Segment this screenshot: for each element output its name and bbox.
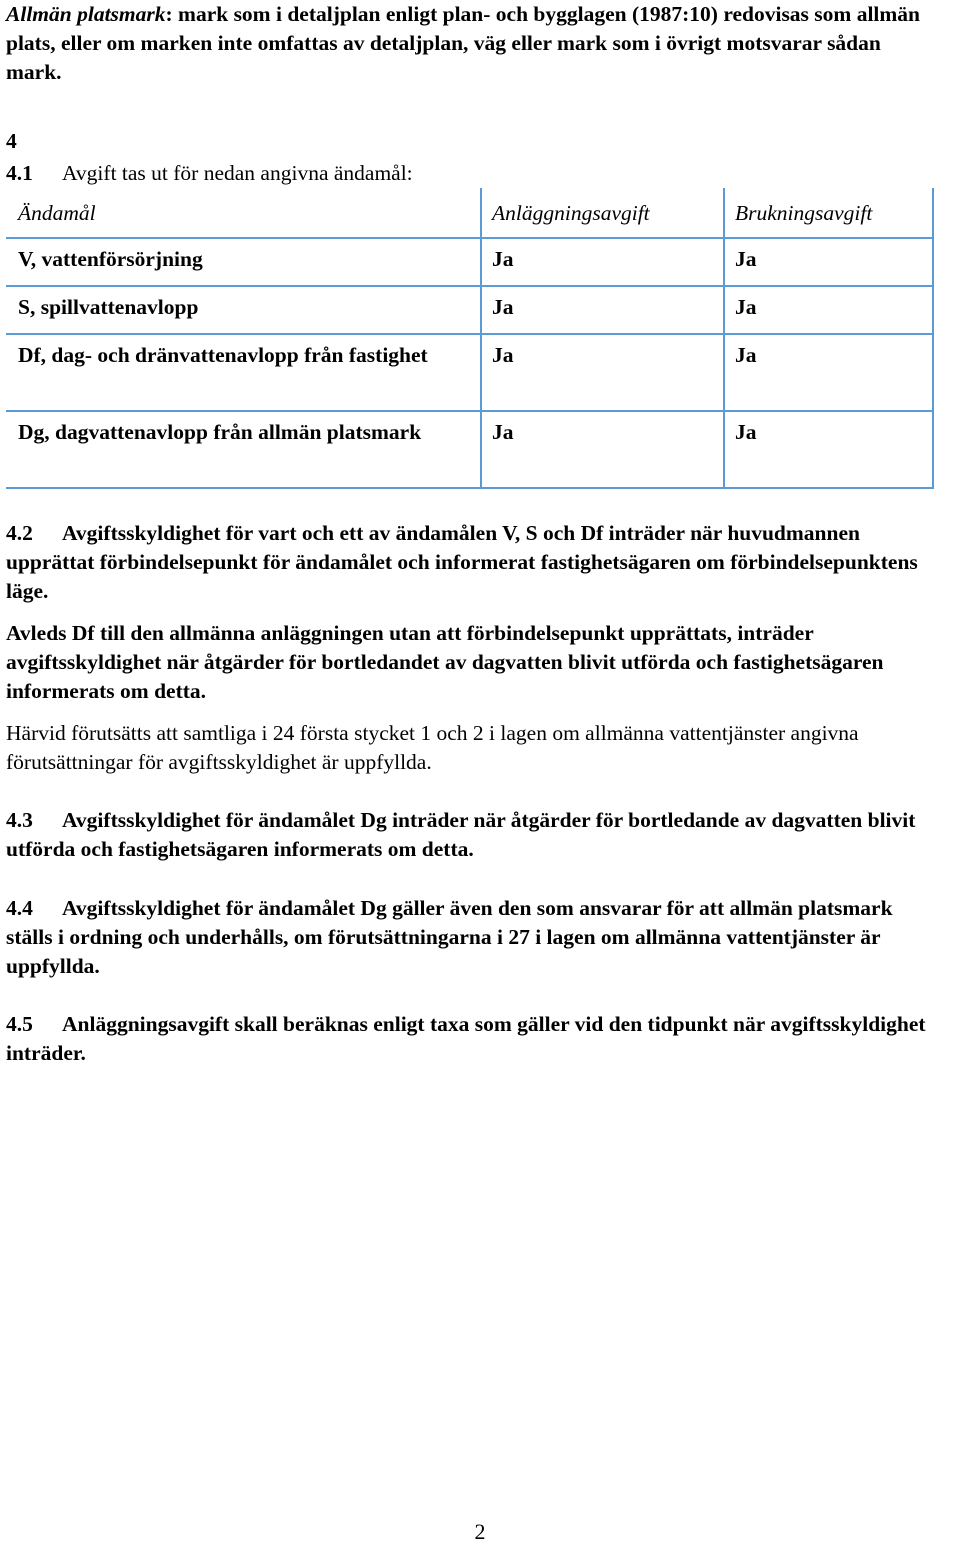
section-4-5-text: Anläggningsavgift skall beräknas enligt taxa som gäller vid den tidpunkt när avgiftsskyldighet inträder. xyxy=(6,1012,926,1065)
section-4-3-number: 4.3 xyxy=(6,808,33,832)
row-usage-fee: Ja xyxy=(724,238,933,286)
page-number: 2 xyxy=(474,1519,486,1544)
row-purpose: S, spillvattenavlopp xyxy=(7,286,481,334)
row-purpose: Df, dag- och dränvattenavlopp från fastighet xyxy=(7,334,481,411)
definition-term: Allmän platsmark xyxy=(6,2,166,26)
definition-text: : mark som i detaljplan enligt plan- och bygglagen (1987:10) redovisas som allmän plats, eller om marken inte omfattas av detaljplan, väg eller mark som i övrigt motsvarar sådan mark. xyxy=(6,2,921,84)
section-4-2 xyxy=(6,519,940,606)
row-usage-fee: Ja xyxy=(724,334,933,411)
section-heading xyxy=(6,127,940,156)
definition-paragraph xyxy=(6,0,940,87)
section-4-2-text: Avgiftsskyldighet för vart och ett av ändamålen V, S och Df inträder när huvudmannen upprättat förbindelsepunkt för ändamålet och informerat fastighetsägaren om förbindelsepunktens läge. xyxy=(6,521,918,603)
paragraph-avleds: Avleds Df till den allmänna anläggningen utan att förbindelsepunkt upprättats, inträder avgiftsskyldighet när åtgärder för bortledandet av dagvatten blivit utförda och fastighetsägaren informerats om detta. xyxy=(6,621,884,703)
section-4-5-number: 4.5 xyxy=(6,1012,33,1036)
row-connection-fee: Ja xyxy=(481,411,724,488)
header-purpose: Ändamål xyxy=(7,189,481,238)
paragraph-harvid: Härvid förutsätts att samtliga i 24 första stycket 1 och 2 i lagen om allmänna vattentjänster angivna förutsättningar för avgiftsskyldighet är uppfyllda. xyxy=(6,721,859,774)
table-row xyxy=(7,411,933,488)
table-row xyxy=(7,238,933,286)
row-usage-fee: Ja xyxy=(724,286,933,334)
row-purpose: V, vattenförsörjning xyxy=(7,238,481,286)
table-header-row xyxy=(7,189,933,238)
row-connection-fee: Ja xyxy=(481,238,724,286)
header-connection-fee: Anläggningsavgift xyxy=(481,189,724,238)
section-number: 4 xyxy=(6,129,17,153)
section-4-1-text: Avgift tas ut för nedan angivna ändamål: xyxy=(62,161,413,185)
section-4-3 xyxy=(6,806,940,864)
header-usage-fee: Brukningsavgift xyxy=(724,189,933,238)
section-4-1-number: 4.1 xyxy=(6,161,33,185)
row-purpose: Dg, dagvattenavlopp från allmän platsmark xyxy=(7,411,481,488)
table-row xyxy=(7,286,933,334)
fee-table xyxy=(6,188,934,489)
section-4-4-text: Avgiftsskyldighet för ändamålet Dg gäller även den som ansvarar för att allmän platsmark ställs i ordning och underhålls, om förutsättningarna i 27 i lagen om allmänna vattentjänster är uppfyllda. xyxy=(6,896,893,978)
table-row xyxy=(7,334,933,411)
row-usage-fee: Ja xyxy=(724,411,933,488)
section-4-2-number: 4.2 xyxy=(6,521,33,545)
row-connection-fee: Ja xyxy=(481,286,724,334)
row-connection-fee: Ja xyxy=(481,334,724,411)
section-4-3-text: Avgiftsskyldighet för ändamålet Dg inträder när åtgärder för bortledande av dagvatten blivit utförda och fastighetsägaren informerats om detta. xyxy=(6,808,916,861)
section-4-4 xyxy=(6,894,940,981)
section-4-5 xyxy=(6,1010,940,1068)
section-4-4-number: 4.4 xyxy=(6,896,33,920)
section-4-1 xyxy=(6,159,940,188)
